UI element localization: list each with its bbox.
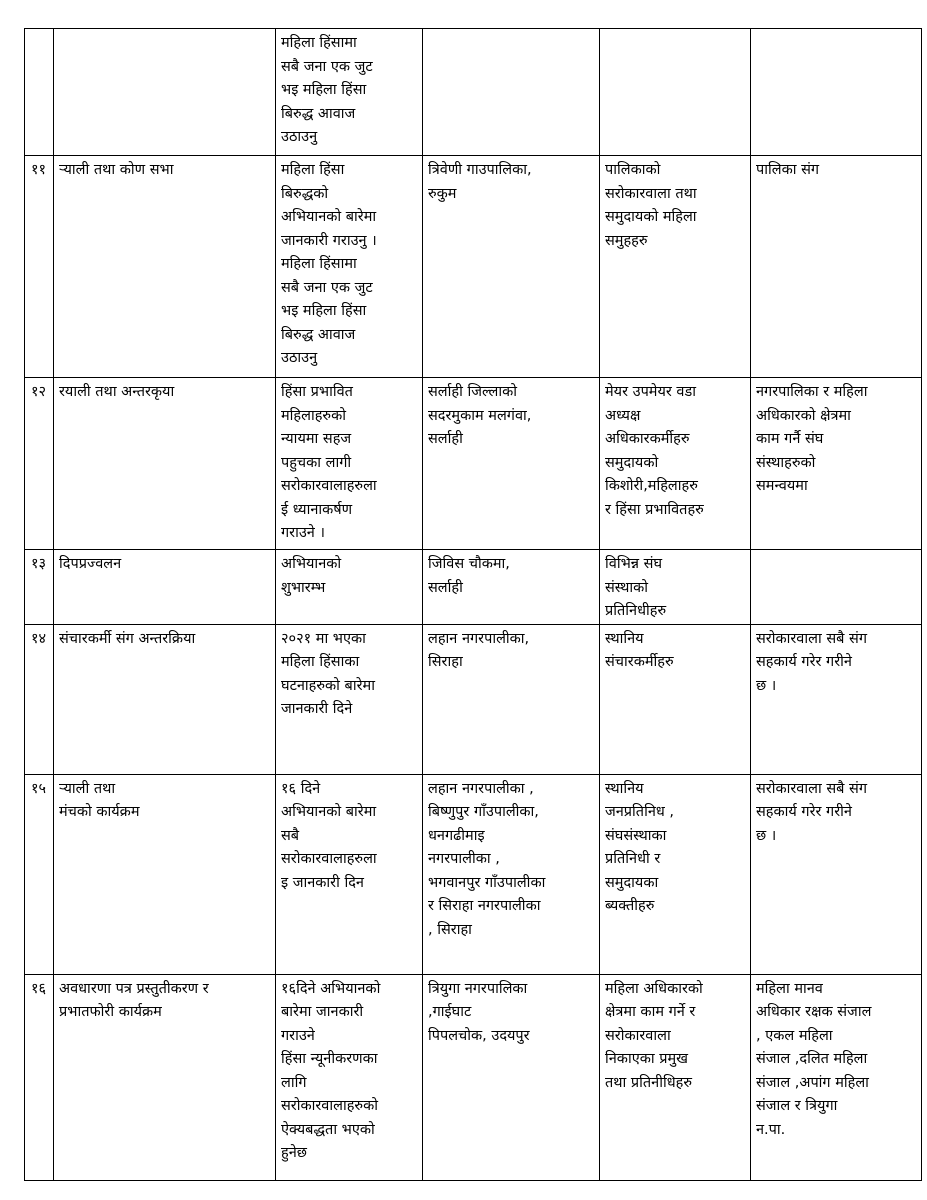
objective-cell: महिला हिंसा बिरुद्धको अभियानको बारेमा जानकारी गराउनु । महिला हिंसामा सबै जना एक जुट भइ महिला हिंसा बिरुद्ध आवाज उठाउनु bbox=[276, 156, 423, 378]
activity-cell: संचारकर्मी संग अन्तरक्रिया bbox=[54, 624, 276, 774]
location-cell: लहान नगरपालीका , बिष्णुपुर गाँउपालीका, धनगढीमाइ नगरपालीका , भगवानपुर गाँउपालीका र सिराहा नगरपालीका , सिराहा bbox=[423, 774, 600, 974]
row-number: १६ bbox=[25, 974, 54, 1180]
participants-cell: मेयर उपमेयर वडा अध्यक्ष अधिकारकर्मीहरु समुदायको किशोरी,महिलाहरु र हिंसा प्रभावितहरु bbox=[600, 378, 751, 550]
partners-cell: सरोकारवाला सबै संग सहकार्य गरेर गरीने छ । bbox=[751, 774, 922, 974]
table-row bbox=[25, 550, 922, 625]
objective-cell: १६दिने अभियानको बारेमा जानकारी गराउने हिंसा न्यूनीकरणका लागि सरोकारवालाहरुको ऐक्यबद्धता भएको हुनेछ bbox=[276, 974, 423, 1180]
location-cell: त्रियुगा नगरपालिका ,गाईघाट पिपलचोक, उदयपुर bbox=[423, 974, 600, 1180]
activity-cell: रयाली तथा अन्तरकृया bbox=[54, 378, 276, 550]
participants-cell: महिला अधिकारको क्षेत्रमा काम गर्ने र सरोकारवाला निकाएका प्रमुख तथा प्रतिनीधिहरु bbox=[600, 974, 751, 1180]
objective-cell: १६ दिने अभियानको बारेमा सबै सरोकारवालाहरुला इ जानकारी दिन bbox=[276, 774, 423, 974]
table-row bbox=[25, 974, 922, 1180]
activity-cell: अवधारणा पत्र प्रस्तुतीकरण र प्रभातफोरी कार्यक्रम bbox=[54, 974, 276, 1180]
location-cell bbox=[423, 29, 600, 156]
row-number: १३ bbox=[25, 550, 54, 625]
row-number: ११ bbox=[25, 156, 54, 378]
objective-cell: २०२१ मा भएका महिला हिंसाका घटनाहरुको बारेमा जानकारी दिने bbox=[276, 624, 423, 774]
location-cell: जिविस चौकमा, सर्लाही bbox=[423, 550, 600, 625]
partners-cell: सरोकारवाला सबै संग सहकार्य गरेर गरीने छ । bbox=[751, 624, 922, 774]
activity-table bbox=[24, 28, 922, 1181]
table-row bbox=[25, 156, 922, 378]
location-cell: लहान नगरपालीका, सिराहा bbox=[423, 624, 600, 774]
objective-cell: महिला हिंसामा सबै जना एक जुट भइ महिला हिंसा बिरुद्ध आवाज उठाउनु bbox=[276, 29, 423, 156]
partners-cell: महिला मानव अधिकार रक्षक संजाल , एकल महिला संजाल ,दलित महिला संजाल ,अपांग महिला संजाल र त्रियुगा न.पा. bbox=[751, 974, 922, 1180]
activity-cell bbox=[54, 29, 276, 156]
partners-cell bbox=[751, 29, 922, 156]
participants-cell: स्थानिय जनप्रतिनिध , संघसंस्थाका प्रतिनिधी र समुदायका ब्यक्तीहरु bbox=[600, 774, 751, 974]
row-number: १२ bbox=[25, 378, 54, 550]
partners-cell: नगरपालिका र महिला अधिकारको क्षेत्रमा काम गर्नै संघ संस्थाहरुको समन्वयमा bbox=[751, 378, 922, 550]
table-row bbox=[25, 624, 922, 774]
row-number bbox=[25, 29, 54, 156]
table-row bbox=[25, 378, 922, 550]
table-row bbox=[25, 774, 922, 974]
activity-cell: र्‍याली तथा कोण सभा bbox=[54, 156, 276, 378]
location-cell: त्रिवेणी गाउपालिका, रुकुम bbox=[423, 156, 600, 378]
participants-cell: पालिकाको सरोकारवाला तथा समुदायको महिला समुहहरु bbox=[600, 156, 751, 378]
participants-cell: विभिन्न संघ संस्थाको प्रतिनिधीहरु bbox=[600, 550, 751, 625]
table-row bbox=[25, 29, 922, 156]
partners-cell: पालिका संग bbox=[751, 156, 922, 378]
row-number: १५ bbox=[25, 774, 54, 974]
participants-cell: स्थानिय संचारकर्मीहरु bbox=[600, 624, 751, 774]
participants-cell bbox=[600, 29, 751, 156]
location-cell: सर्लाही जिल्लाको सदरमुकाम मलगंवा, सर्लाही bbox=[423, 378, 600, 550]
partners-cell bbox=[751, 550, 922, 625]
objective-cell: अभियानको शुभारम्भ bbox=[276, 550, 423, 625]
row-number: १४ bbox=[25, 624, 54, 774]
activity-cell: दिपप्रज्वलन bbox=[54, 550, 276, 625]
activity-cell: र्‍याली तथा मंचको कार्यक्रम bbox=[54, 774, 276, 974]
objective-cell: हिंसा प्रभावित महिलाहरुको न्यायमा सहज पहुचका लागी सरोकारवालाहरुला ई ध्यानाकर्षण गराउने । bbox=[276, 378, 423, 550]
